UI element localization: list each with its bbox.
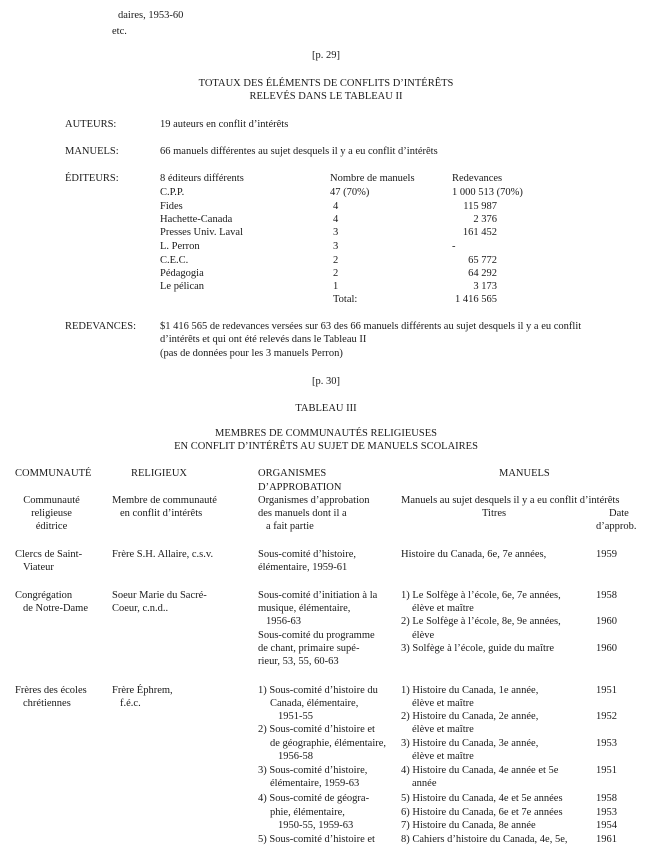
totals-title-2: RELEVÉS DANS LE TABLEAU II: [249, 91, 403, 102]
editeur-redevances: 1 000 513 (70%): [452, 187, 523, 198]
organisme-cell: 2) Sous-comité d’histoire et: [258, 724, 375, 735]
organisme-cell: phie, élémentaire,: [270, 807, 345, 818]
editeur-redevances: 64 292: [468, 268, 497, 279]
organisme-cell: 1950-55, 1959-63: [278, 820, 354, 831]
communaute-cell: Frères des écoles: [15, 685, 87, 696]
manuel-cell: 2) Histoire du Canada, 2e année,: [401, 711, 539, 722]
organisme-cell: musique, élémentaire,: [258, 603, 351, 614]
organisme-cell: 1956-58: [278, 751, 313, 762]
editeur-redevances: 115 987: [463, 201, 497, 212]
organisme-cell: élémentaire, 1959-63: [270, 778, 360, 789]
editeur-nombre: 1: [333, 281, 339, 292]
date-cell: 1951: [596, 765, 617, 776]
manuel-cell: élève et maître: [412, 698, 474, 709]
date-cell: 1960: [596, 643, 617, 654]
date-cell: 1960: [596, 616, 617, 627]
subheader-manuels: Manuels au sujet desquels il y a eu conflit d’intérêts: [401, 495, 620, 506]
editeurs-head: 8 éditeurs différents: [160, 173, 244, 184]
manuel-cell: élève et maître: [412, 751, 474, 762]
editeur-name: Fides: [160, 201, 183, 212]
date-cell: 1958: [596, 590, 617, 601]
redevances-line-3: (pas de données pour les 3 manuels Perron): [160, 348, 343, 359]
manuel-cell: 3) Histoire du Canada, 3e année,: [401, 738, 539, 749]
page-marker-30: [p. 30]: [312, 376, 340, 387]
manuel-cell: élève et maître: [412, 724, 474, 735]
editeur-name: Pédagogia: [160, 268, 204, 279]
redevances-line-1: $1 416 565 de redevances versées sur 63 des 66 manuels différents au sujet desquels il y a eu conflit: [160, 321, 582, 332]
editeur-name: L. Perron: [160, 241, 200, 252]
date-cell: 1959: [596, 549, 617, 560]
manuel-cell: 1) Le Solfège à l’école, 6e, 7e années,: [401, 590, 561, 601]
total-label: Total:: [333, 294, 358, 305]
manuel-cell: 6) Histoire du Canada, 6e et 7e années: [401, 807, 563, 818]
organisme-cell: Canada, élémentaire,: [270, 698, 359, 709]
col-nombre-head: Nombre de manuels: [330, 173, 415, 184]
editeur-redevances: 161 452: [462, 227, 497, 238]
totals-title-1: TOTAUX DES ÉLÉMENTS DE CONFLITS D’INTÉRÊTS: [198, 78, 454, 89]
communaute-cell: chrétiennes: [23, 698, 71, 709]
organisme-cell: Sous-comité d’initiation à la: [258, 590, 378, 601]
organisme-cell: 5) Sous-comité d’histoire et: [258, 834, 375, 845]
organisme-cell: 1956-63: [266, 616, 301, 627]
organisme-cell: 1) Sous-comité d’histoire du: [258, 685, 378, 696]
manuel-cell: 3) Solfège à l’école, guide du maître: [401, 643, 555, 654]
communaute-cell: de Notre-Dame: [23, 603, 89, 614]
organisme-cell: de chant, primaire supé-: [258, 643, 360, 654]
communaute-cell: Clercs de Saint-: [15, 549, 83, 560]
date-cell: 1958: [596, 793, 617, 804]
organisme-cell: 1951-55: [278, 711, 313, 722]
editeur-redevances: 2 376: [473, 214, 497, 225]
header-organismes: ORGANISMES: [258, 468, 327, 479]
continued-line: daires, 1953-60: [118, 10, 184, 21]
subheader-communaute-3: éditrice: [35, 521, 68, 532]
organisme-cell: rieur, 53, 55, 60-63: [258, 656, 339, 667]
editeur-redevances: 65 772: [468, 255, 497, 266]
date-cell: 1961: [596, 834, 617, 845]
religieux-cell: Soeur Marie du Sacré-: [112, 590, 207, 601]
organisme-cell: élémentaire, 1959-61: [258, 562, 348, 573]
header-manuels: MANUELS: [499, 468, 550, 479]
col-redevances-head: Redevances: [452, 173, 503, 184]
page-marker-29: [p. 29]: [312, 50, 340, 61]
editeur-redevances: 3 173: [473, 281, 497, 292]
subheader-date-2: d’approb.: [596, 521, 637, 532]
editeur-name: Le pélican: [160, 281, 205, 292]
date-cell: 1953: [596, 807, 617, 818]
manuels-label: MANUELS:: [65, 146, 119, 157]
organisme-cell: 4) Sous-comité de géogra-: [258, 793, 370, 804]
religieux-cell: Frère Éphrem,: [112, 685, 173, 696]
manuels-text: 66 manuels différentes au sujet desquels il y a eu conflit d’intérêts: [160, 146, 438, 157]
total-value: 1 416 565: [455, 294, 497, 305]
manuel-cell: année: [412, 778, 437, 789]
religieux-cell: f.é.c.: [120, 698, 141, 709]
communaute-cell: Viateur: [23, 562, 54, 573]
header-approbation: D’APPROBATION: [258, 482, 342, 493]
date-cell: 1953: [596, 738, 617, 749]
header-religieux: RELIGIEUX: [131, 468, 187, 479]
auteurs-label: AUTEURS:: [65, 119, 117, 130]
subheader-organismes-1: Organismes d’approbation: [258, 495, 370, 506]
manuel-cell: Histoire du Canada, 6e, 7e années,: [401, 549, 547, 560]
editeurs-label: ÉDITEURS:: [65, 173, 119, 184]
manuel-cell: 1) Histoire du Canada, 1e année,: [401, 685, 539, 696]
editeur-nombre: 2: [333, 255, 339, 266]
tableau3-title: TABLEAU III: [295, 403, 357, 414]
manuel-cell: élève: [412, 630, 435, 641]
editeur-name: Hachette-Canada: [160, 214, 233, 225]
header-communaute: COMMUNAUTÉ: [15, 468, 92, 479]
date-cell: 1954: [596, 820, 617, 831]
redevances-label: REDEVANCES:: [65, 321, 136, 332]
editeur-redevances: -: [452, 241, 456, 252]
religieux-cell: Coeur, c.n.d..: [112, 603, 169, 614]
communaute-cell: Congrégation: [15, 590, 73, 601]
subheader-titres: Titres: [482, 508, 507, 519]
editeur-nombre: 2: [333, 268, 339, 279]
editeur-name: C.E.C.: [160, 255, 189, 266]
subheader-religieux-1: Membre de communauté: [112, 495, 217, 506]
continued-etc: etc.: [112, 26, 127, 37]
editeur-nombre: 47 (70%): [330, 187, 370, 198]
organisme-cell: Sous-comité d’histoire,: [258, 549, 356, 560]
date-cell: 1951: [596, 685, 617, 696]
religieux-cell: Frère S.H. Allaire, c.s.v.: [112, 549, 214, 560]
organisme-cell: de géographie, élémentaire,: [270, 738, 387, 749]
editeur-name: Presses Univ. Laval: [160, 227, 244, 238]
manuel-cell: 8) Cahiers d’histoire du Canada, 4e, 5e,: [401, 834, 568, 845]
manuel-cell: 2) Le Solfège à l’école, 8e, 9e années,: [401, 616, 561, 627]
editeur-name: C.P.P.: [160, 187, 185, 198]
editeur-nombre: 4: [333, 214, 339, 225]
editeur-nombre: 4: [333, 201, 339, 212]
subheader-organismes-2: des manuels dont il a: [258, 508, 347, 519]
subheader-communaute-1: Communauté: [23, 495, 80, 506]
manuel-cell: élève et maître: [412, 603, 474, 614]
redevances-line-2: d’intérêts et qui ont été relevés dans le Tableau II: [160, 334, 367, 345]
editeur-nombre: 3: [333, 227, 339, 238]
tableau3-subtitle-2: EN CONFLIT D’INTÉRÊTS AU SUJET DE MANUELS SCOLAIRES: [174, 441, 478, 452]
date-cell: 1952: [596, 711, 617, 722]
manuel-cell: 5) Histoire du Canada, 4e et 5e années: [401, 793, 563, 804]
auteurs-text: 19 auteurs en conflit d’intérêts: [160, 119, 289, 130]
organisme-cell: 3) Sous-comité d’histoire,: [258, 765, 368, 776]
subheader-communaute-2: religieuse: [31, 508, 72, 519]
subheader-religieux-2: en conflit d’intérêts: [120, 508, 203, 519]
manuel-cell: 7) Histoire du Canada, 8e année: [401, 820, 536, 831]
organisme-cell: Sous-comité du programme: [258, 630, 375, 641]
subheader-date-1: Date: [609, 508, 629, 519]
tableau3-subtitle-1: MEMBRES DE COMMUNAUTÉS RELIGIEUSES: [215, 428, 437, 439]
manuel-cell: 4) Histoire du Canada, 4e année et 5e: [401, 765, 559, 776]
editeur-nombre: 3: [333, 241, 339, 252]
subheader-organismes-3: a fait partie: [266, 521, 314, 532]
